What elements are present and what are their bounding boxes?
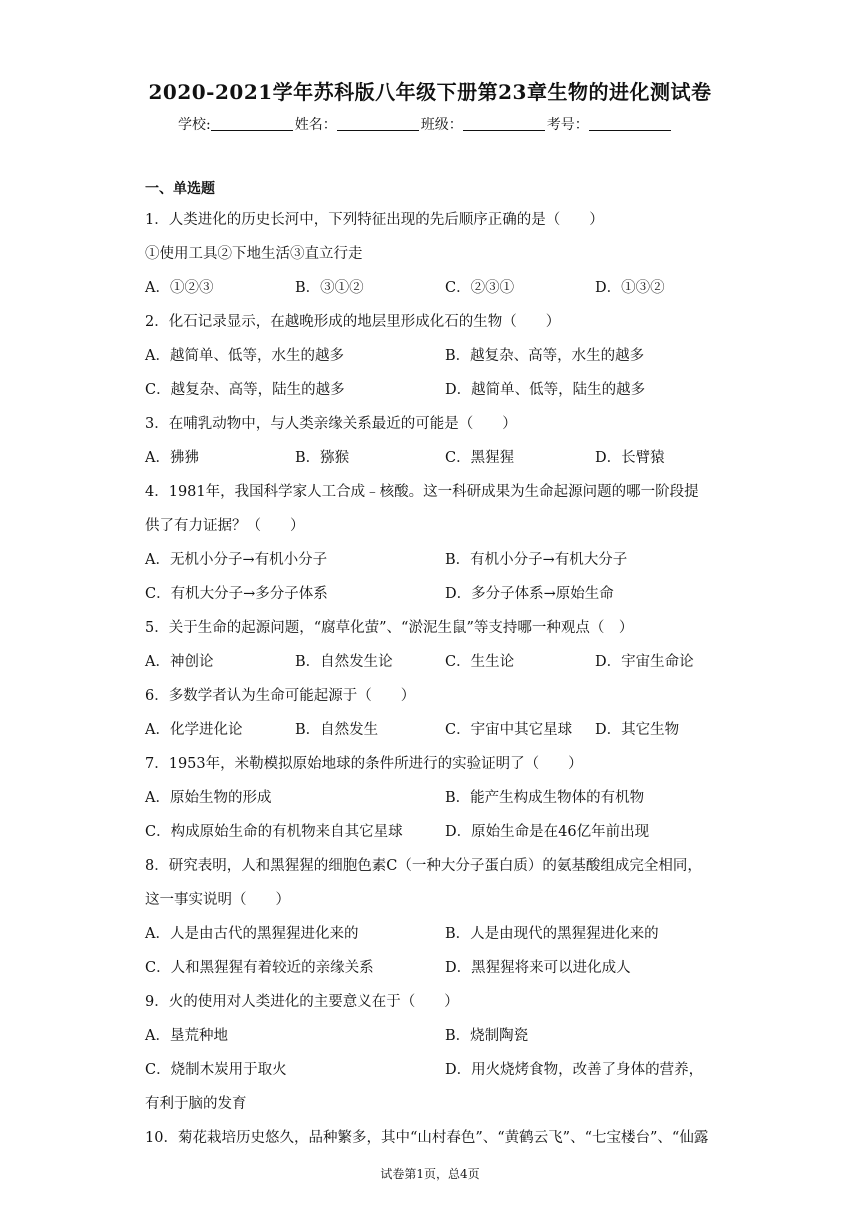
question-5-option-b[interactable]: B．自然发生论 (295, 654, 393, 670)
question-10-stem: 10．菊花栽培历史悠久，品种繁多，其中“山村春色”、“黄鹤云飞”、“七宝楼台”、“仙露 (145, 1130, 709, 1146)
class-label: 班级： (420, 117, 463, 133)
question-6-option-c[interactable]: C．宇宙中其它星球 (445, 722, 573, 738)
question-6-option-a[interactable]: A．化学进化论 (145, 722, 243, 738)
question-7-option-c[interactable]: C．构成原始生命的有机物来自其它星球 (145, 824, 403, 840)
question-2-stem: 2．化石记录显示，在越晚形成的地层里形成化石的生物（ ） (145, 314, 561, 330)
exam-no-label: 考号： (546, 117, 589, 133)
question-6-option-b[interactable]: B．自然发生 (295, 722, 379, 738)
question-4-option-d[interactable]: D．多分子体系→原始生命 (445, 586, 614, 602)
question-8-stem: 8．研究表明，人和黑猩猩的细胞色素C（一种大分子蛋白质）的氨基酸组成完全相同， (145, 858, 702, 874)
question-8-option-d[interactable]: D．黑猩猩将来可以进化成人 (445, 960, 631, 976)
question-8-option-c[interactable]: C．人和黑猩猩有着较近的亲缘关系 (145, 960, 374, 976)
question-3-option-a[interactable]: A．狒狒 (145, 450, 199, 466)
question-1-option-d[interactable]: D．①③② (595, 280, 665, 296)
question-4-option-c[interactable]: C．有机大分子→多分子体系 (145, 586, 328, 602)
question-8-option-a[interactable]: A．人是由古代的黑猩猩进化来的 (145, 926, 359, 942)
student-info-line (178, 114, 673, 134)
question-5-stem: 5．关于生命的起源问题，“腐草化萤”、“淤泥生鼠”等支持哪一种观点（ ） (145, 620, 634, 636)
question-1-option-b[interactable]: B．③①② (295, 280, 364, 296)
class-blank[interactable] (463, 116, 545, 131)
question-9-stem: 9．火的使用对人类进化的主要意义在于（ ） (145, 994, 459, 1010)
school-label: 学校: (178, 117, 211, 133)
page-footer: 试卷第1页，总4页 (380, 1167, 480, 1181)
question-2-option-a[interactable]: A．越简单、低等，水生的越多 (145, 348, 344, 364)
question-7-option-b[interactable]: B．能产生构成生物体的有机物 (445, 790, 645, 806)
question-6-stem: 6．多数学者认为生命可能起源于（ ） (145, 688, 416, 704)
name-label: 姓名： (294, 117, 337, 133)
question-6-option-d[interactable]: D．其它生物 (595, 722, 680, 738)
question-3-option-b[interactable]: B．猕猴 (295, 450, 350, 466)
question-9-option-d-continued: 有利于脑的发育 (145, 1096, 247, 1112)
question-1-stem: 1．人类进化的历史长河中，下列特征出现的先后顺序正确的是（ ） (145, 212, 604, 228)
question-9-option-b[interactable]: B．烧制陶瓷 (445, 1028, 529, 1044)
exam-no-blank[interactable] (589, 116, 671, 131)
question-3-stem: 3．在哺乳动物中，与人类亲缘关系最近的可能是（ ） (145, 416, 517, 432)
question-5-option-a[interactable]: A．神创论 (145, 654, 214, 670)
question-9-option-a[interactable]: A．垦荒种地 (145, 1028, 228, 1044)
question-7-option-d[interactable]: D．原始生命是在46亿年前出现 (445, 824, 650, 840)
question-1-stem-line2: ①使用工具②下地生活③直立行走 (145, 246, 363, 262)
question-8-option-b[interactable]: B．人是由现代的黑猩猩进化来的 (445, 926, 659, 942)
question-4-option-a[interactable]: A．无机小分子→有机小分子 (145, 552, 328, 568)
question-2-option-b[interactable]: B．越复杂、高等，水生的越多 (445, 348, 645, 364)
question-9-option-c[interactable]: C．烧制木炭用于取火 (145, 1062, 287, 1078)
question-1-option-a[interactable]: A．①②③ (145, 280, 214, 296)
name-blank[interactable] (337, 116, 419, 131)
question-1-option-c[interactable]: C．②③① (445, 280, 515, 296)
question-2-option-d[interactable]: D．越简单、低等，陆生的越多 (445, 382, 646, 398)
question-4-stem-line2: 供了有力证据？（ ） (145, 518, 305, 534)
school-blank[interactable] (211, 116, 293, 131)
question-5-option-c[interactable]: C．生生论 (445, 654, 515, 670)
question-7-option-a[interactable]: A．原始生物的形成 (145, 790, 272, 806)
question-3-option-c[interactable]: C．黑猩猩 (445, 450, 515, 466)
question-5-option-d[interactable]: D．宇宙生命论 (595, 654, 694, 670)
question-2-option-c[interactable]: C．越复杂、高等，陆生的越多 (145, 382, 345, 398)
page-title: 2020-2021学年苏科版八年级下册第23章生物的进化测试卷 (148, 80, 712, 104)
question-8-stem-line2: 这一事实说明（ ） (145, 892, 290, 908)
question-3-option-d[interactable]: D．长臂猿 (595, 450, 665, 466)
question-4-option-b[interactable]: B．有机小分子→有机大分子 (445, 552, 628, 568)
section-title: 一、单选题 (145, 181, 215, 197)
question-7-stem: 7．1953年，米勒模拟原始地球的条件所进行的实验证明了（ ） (145, 756, 583, 772)
question-9-option-d[interactable]: D．用火烧烤食物，改善了身体的营养， (445, 1062, 704, 1078)
question-4-stem: 4．1981年，我国科学家人工合成﹣核酸。这一科研成果为生命起源问题的哪一阶段提 (145, 484, 699, 500)
